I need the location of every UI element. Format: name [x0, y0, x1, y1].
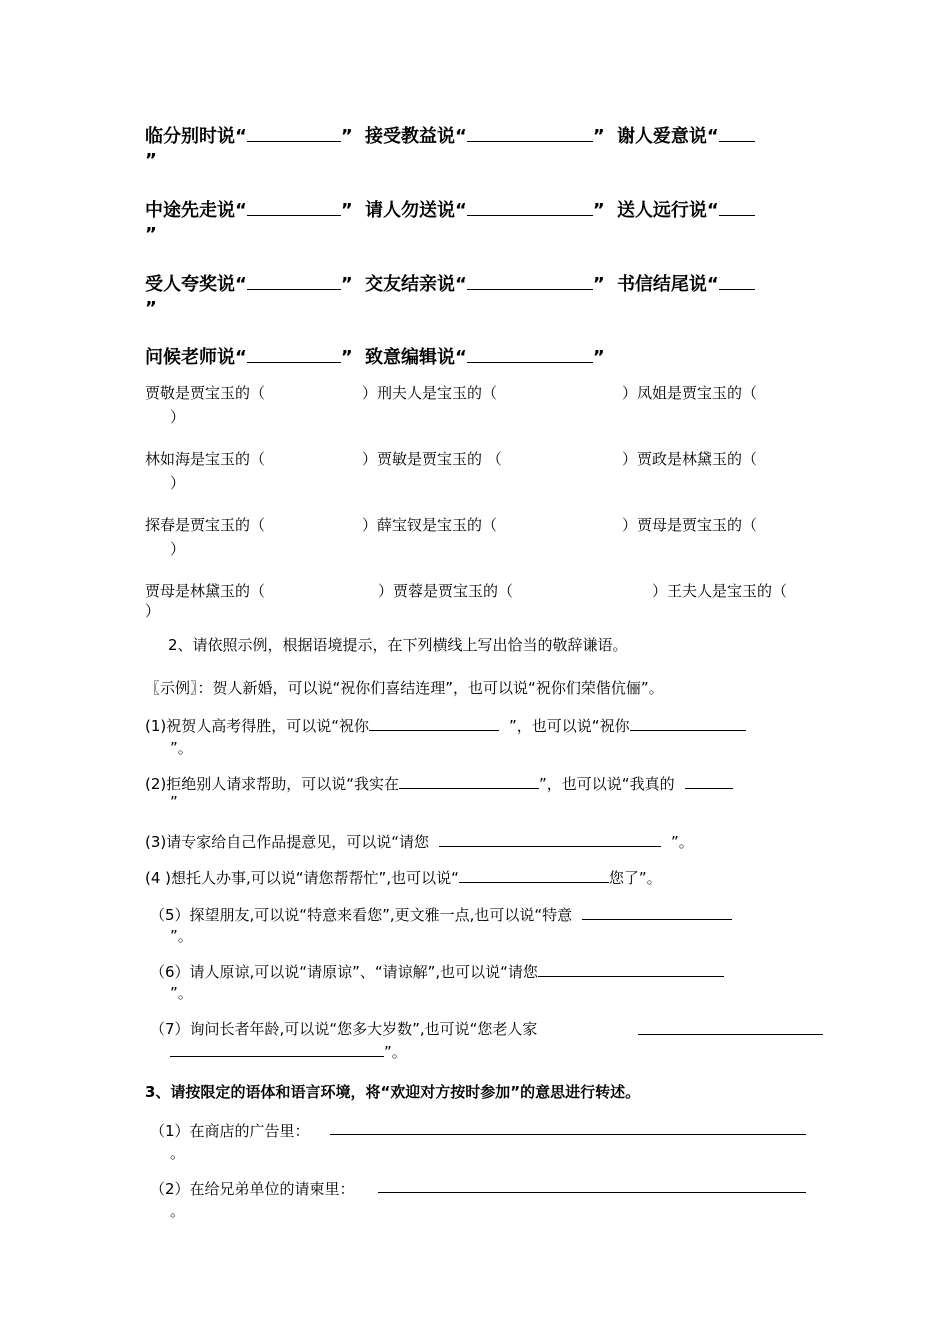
- q2-title: 2、请依照示例，根据语境提示，在下列横线上写出恰当的敬辞谦语。: [168, 636, 628, 654]
- relation-row-3-close: ）: [170, 540, 186, 558]
- relation-row-3-b: ）薛宝钗是宝玉的（: [362, 516, 498, 534]
- idiom-row-4: 问候老师说“ ” 致意编辑说“ ”: [145, 347, 605, 368]
- answer-blank[interactable]: [369, 714, 499, 731]
- answer-blank[interactable]: [582, 903, 732, 920]
- q3-item-2-label: （2）在给兄弟单位的请柬里：: [150, 1180, 355, 1198]
- answer-blank[interactable]: [247, 273, 341, 290]
- q3-item-1-end: 。: [170, 1144, 186, 1162]
- idiom-row-3-close: ”: [145, 298, 157, 319]
- answer-blank[interactable]: [467, 125, 593, 142]
- idiom-row-3: 受人夸奖说“ ” 交友结亲说“ ” 书信结尾说“: [145, 270, 755, 296]
- q2-item-1-end: ”。: [170, 739, 193, 757]
- relation-row-4-b: ）贾蓉是贾宝玉的（: [378, 582, 514, 600]
- answer-blank[interactable]: [170, 1040, 384, 1057]
- q3-item-1-blank[interactable]: [330, 1118, 806, 1135]
- relation-row-2-c: ）贾政是林黛玉的（: [622, 450, 758, 468]
- q3-item-2-end: 。: [170, 1202, 186, 1220]
- relation-row-1-c: ）凤姐是贾宝玉的（: [622, 384, 758, 402]
- relation-row-1-close: ）: [170, 408, 186, 426]
- relation-row-2-close: ）: [170, 474, 186, 492]
- relation-row-1-a: 贾敬是贾宝玉的（: [145, 384, 266, 402]
- answer-blank[interactable]: [538, 960, 724, 977]
- q2-item-6: （6）请人原谅,可以说“请原谅”、“请谅解”,也可以说“请您: [150, 960, 724, 982]
- q2-item-4: (4 )想托人办事,可以说“请您帮帮忙”,也可以说“ 您了”。: [145, 866, 662, 888]
- relation-row-4-a: 贾母是林黛玉的（: [145, 582, 266, 600]
- answer-blank[interactable]: [467, 199, 593, 216]
- idiom-row-2: 中途先走说“ ” 请人勿送说“ ” 送人远行说“: [145, 196, 755, 222]
- answer-blank[interactable]: [467, 346, 593, 363]
- q2-item-5: （5）探望朋友,可以说“特意来看您”,更文雅一点,也可以说“特意: [150, 903, 732, 925]
- relation-row-2-b: ）贾敏是贾宝玉的 （: [362, 450, 502, 468]
- idiom-row-1-close: ”: [145, 150, 157, 171]
- q3-item-1-label: （1）在商店的广告里：: [150, 1122, 310, 1140]
- q2-example: 〖示例〗：贺人新婚，可以说“祝你们喜结连理”，也可以说“祝你们荣偕伉俪”。: [145, 679, 664, 697]
- idiom-row-2-close: ”: [145, 224, 157, 245]
- q2-item-2-end: ”: [170, 793, 178, 811]
- relation-row-2-a: 林如海是宝玉的（: [145, 450, 266, 468]
- q3-item-2-blank[interactable]: [378, 1176, 806, 1193]
- answer-blank[interactable]: [247, 125, 341, 142]
- relation-row-1-b: ）刑夫人是宝玉的（: [362, 384, 498, 402]
- q2-item-6-end: ”。: [170, 984, 193, 1002]
- idiom-row-1: 临分别时说“ ” 接受教益说“ ” 谢人爱意说“: [145, 122, 755, 148]
- answer-blank[interactable]: [685, 772, 733, 789]
- answer-blank[interactable]: [630, 714, 746, 731]
- q2-item-3: (3)请专家给自己作品提意见，可以说“请您 ”。: [145, 830, 694, 852]
- answer-blank[interactable]: [719, 199, 755, 216]
- q2-item-1: (1)祝贺人高考得胜，可以说“祝你 ”，也可以说“祝你: [145, 714, 746, 736]
- answer-blank[interactable]: [459, 866, 609, 883]
- q2-item-5-end: ”。: [170, 927, 193, 945]
- q2-item-2: (2)拒绝别人请求帮助，可以说“我实在 ”，也可以说“我真的: [145, 772, 733, 794]
- relation-row-4-close: ）: [145, 602, 161, 620]
- relation-row-4-c: ）王夫人是宝玉的（: [652, 582, 788, 600]
- q2-item-7-line2: ”。: [170, 1040, 407, 1062]
- answer-blank[interactable]: [467, 273, 593, 290]
- answer-blank[interactable]: [719, 125, 755, 142]
- q2-item-7: （7）询问长者年龄,可以说“您多大岁数”,也可说“您老人家: [150, 1020, 538, 1038]
- answer-blank[interactable]: [399, 772, 539, 789]
- answer-blank[interactable]: [439, 830, 661, 847]
- relation-row-3-a: 探春是贾宝玉的（: [145, 516, 266, 534]
- relation-row-3-c: ）贾母是贾宝玉的（: [622, 516, 758, 534]
- q3-title: 3、请按限定的语体和语言环境，将“欢迎对方按时参加”的意思进行转述。: [145, 1083, 641, 1101]
- answer-blank[interactable]: [719, 273, 755, 290]
- q2-item-7-blank-1[interactable]: [638, 1018, 823, 1035]
- answer-blank[interactable]: [247, 199, 341, 216]
- answer-blank[interactable]: [247, 346, 341, 363]
